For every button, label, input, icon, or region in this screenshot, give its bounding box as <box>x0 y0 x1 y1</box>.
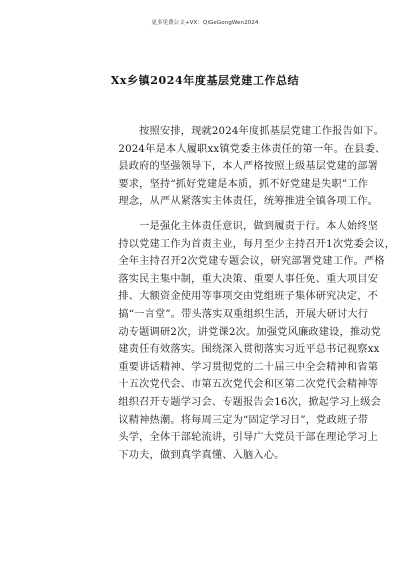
document-title: Xx乡镇2024年度基层党建工作总结 <box>110 74 300 87</box>
text-line: 落实民主集中制，重大决策、重要人事任免、重大项目安 <box>118 273 379 285</box>
paragraph-1 <box>98 123 386 211</box>
text-line: 理念，从严从紧落实主体责任，统筹推进全镇各项工作。 <box>118 196 379 208</box>
text-line: 要求，坚持“抓好党建是本质，抓不好党建是失职”工作 <box>118 178 369 190</box>
paragraph-2 <box>98 218 396 464</box>
text-line: 搞“一言堂”。带头落实双重组织生活，开展大研讨大行 <box>118 308 369 320</box>
document-body <box>98 123 396 464</box>
text-line: 一是强化主体责任意识，做到履责于行。本人始终坚 <box>118 220 379 232</box>
text-line: 建责任有效落实。围绕深入贯彻落实习近平总书记视察xx <box>118 344 380 356</box>
text-line: 重要讲话精神、学习贯彻党的二十届三中全会精神和省第 <box>118 361 379 373</box>
text-line: 全年主持召开2次党建专题会议，研究部署党建工作。严格 <box>118 256 385 268</box>
text-line: 按照安排，现就2024年度抓基层党建工作报告如下。 <box>118 126 385 137</box>
text-line: 2024年是本人履职xx镇党委主体责任的第一年。在县委、 <box>118 143 386 155</box>
text-line: 县政府的坚强领导下，本人严格按照上级基层党建的部署 <box>118 161 379 173</box>
text-line: 组织召开专题学习会、专题报告会16次，掀起学习上级会 <box>118 396 382 408</box>
text-line: 排、大额资金使用等事项交由党组班子集体研究决定，不 <box>118 291 379 303</box>
text-line: 持以党建工作为首责主业，每月至少主持召开1次党委会议， <box>118 238 396 250</box>
text-line: 动专题调研2次，讲党课2次。加强党风廉政建设，推动党 <box>118 326 382 338</box>
text-line: 头学，全体干部轮流讲，引导广大党员干部在理论学习上 <box>118 432 379 444</box>
text-line: 下功夫，做到真学真懂、入脑入心。 <box>118 449 285 461</box>
text-line: 十五次党代会、市第五次党代会和区第二次党代会精神等 <box>118 379 379 391</box>
text-line: 议精神热潮。将每周三定为“固定学习日”，党政班子带 <box>118 414 369 426</box>
page-header: 更多免费公文+VX：QiGeGongWen2024 <box>151 20 259 26</box>
